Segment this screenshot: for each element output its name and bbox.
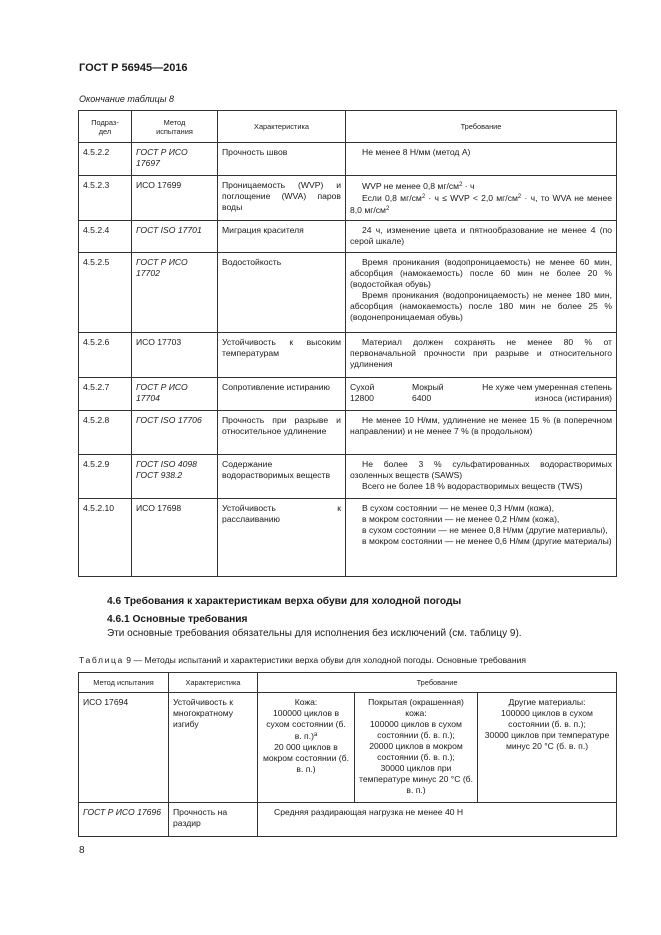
table9-caption: Таблица 9 — Методы испытаний и характеристики верха обуви для холодной погоды. Основные требования [79,655,527,665]
cell-section: 4.5.2.10 [79,499,132,577]
cell-method: ГОСТ ISO 17701 [132,221,218,253]
cell-characteristic: Прочность швов [218,143,346,176]
cell-requirement-other: Другие материалы: 100000 циклов в сухом состоянии (б. в. п.); 30000 циклов при температуре минус 20 °С (б. в. п.) [478,693,617,803]
table-9 [78,672,617,837]
table-header-row [79,111,617,143]
section-4-6-1-text: Эти основные требования обязательны для исполнения без исключений (см. таблицу 9). [107,628,522,639]
cell-requirement: Сухой 12800 Мокрый 6400 Не хуже чем умеренная степень износа (истирания) [346,378,617,411]
table-row [79,378,617,411]
cell-method: ГОСТ Р ИСО 17702 [132,253,218,333]
cell-characteristic: Миграция красителя [218,221,346,253]
cell-method: ИСО 17698 [132,499,218,577]
cell-method: ГОСТ Р ИСО 17704 [132,378,218,411]
table-row [79,333,617,378]
cell-method: ИСО 17703 [132,333,218,378]
table8-caption: Окончание таблицы 8 [79,94,174,104]
table-row [79,143,617,176]
cell-characteristic: Прочность на раздир [169,803,258,837]
cell-characteristic: Содержание водорастворимых веществ [218,455,346,499]
table-header-row [79,673,617,693]
header-characteristic: Характеристика [169,673,258,693]
cell-requirement-coated: Покрытая (окрашенная) кожа: 100000 циклов в сухом состоянии (б. в. п.); 20000 циклов в мокром состоянии (б. в. п.); 30000 циклов при температуре минус 20 °С (б. в. п.) [355,693,478,803]
header-method: Метод испытания [132,111,218,143]
cell-requirement: В сухом состоянии — не менее 0,3 Н/мм (кожа), в мокром состоянии — не менее 0,2 Н/мм (кожа), в сухом состоянии — не менее 0,8 Н/мм (другие материалы), в мокром состоянии — не менее 0,6 Н/мм (другие материалы) [346,499,617,577]
cell-section: 4.5.2.8 [79,411,132,455]
header-characteristic: Характеристика [218,111,346,143]
header-section: Подраз- дел [79,111,132,143]
table-row [79,176,617,221]
cell-requirement: Время проникания (водопроницаемость) не менее 60 мин, абсорбция (намокаемость) после 60 мин не более 20 % (водостойкая обувь) Время проникания (водопроницаемость) не менее 180 мин, абсорбция (намокаемость) после 180 мин не более 25 % (водонепроницаемая обувь) [346,253,617,333]
table-row [79,455,617,499]
table-row [79,499,617,577]
cell-section: 4.5.2.7 [79,378,132,411]
cell-requirement: WVP не менее 0,8 $мг/см^2 \cdot ч$ Если 0,8 $мг/см^2 \cdot ч$ ≤ WVP < 2,0 $мг/см^2 \cdot ч$, то WVA не менее 8,0 $мг/см^2$ [346,176,617,221]
cell-method: ГОСТ Р ИСО 17697 [132,143,218,176]
header-method: Метод испытания [79,673,169,693]
cell-section: 4.5.2.5 [79,253,132,333]
cell-requirement: 24 ч, изменение цвета и пятнообразование не менее 4 (по серой шкале) [346,221,617,253]
cell-section: 4.5.2.2 [79,143,132,176]
header-requirement: Требование [346,111,617,143]
cell-method: ГОСТ ISO 4098 ГОСТ 938.2 [132,455,218,499]
cell-method: ИСО 17699 [132,176,218,221]
cell-method: ИСО 17694 [79,693,169,803]
cell-characteristic: Прочность при разрыве и относительное удлинение [218,411,346,455]
document-code: ГОСТ Р 56945—2016 [79,62,188,74]
cell-section: 4.5.2.3 [79,176,132,221]
cell-requirement: Не менее 8 Н/мм (метод А) [346,143,617,176]
table-row [79,221,617,253]
cell-method: ГОСТ ISO 17706 [132,411,218,455]
cell-characteristic: Сопротивление истиранию [218,378,346,411]
cell-section: 4.5.2.9 [79,455,132,499]
cell-characteristic: Устойчивость к высоким температурам [218,333,346,378]
cell-characteristic: Устойчивость к многократному изгибу [169,693,258,803]
table-row [79,803,617,837]
cell-section: 4.5.2.6 [79,333,132,378]
cell-requirement-leather: Кожа: 100000 циклов в сухом состоянии (б. в. п.)$^a$ 20 000 циклов в мокром состоянии (б. в. п.) [258,693,355,803]
cell-characteristic: Проницаемость (WVP) и поглощение (WVA) паров воды [218,176,346,221]
cell-requirement: Не менее 10 Н/мм, удлинение не менее 15 % (в поперечном направлении) и не менее 7 % (в продольном) [346,411,617,455]
cell-requirement: Не более 3 % сульфатированных водорастворимых озоленных веществ (SAWS) Всего не более 18 % водорастворимых веществ (TWS) [346,455,617,499]
table-row [79,411,617,455]
cell-characteristic: Водостойкость [218,253,346,333]
cell-method: ГОСТ Р ИСО 17696 [79,803,169,837]
cell-characteristic: Устойчивость к расслаиванию [218,499,346,577]
table-row [79,253,617,333]
cell-section: 4.5.2.4 [79,221,132,253]
cell-requirement: Средняя раздирающая нагрузка не менее 40 Н [258,803,617,837]
table-8 [78,110,617,577]
header-requirement: Требование [258,673,617,693]
cell-requirement: Материал должен сохранять не менее 80 % от первоначальной прочности при разрыве и относительного удлинения [346,333,617,378]
section-4-6-title: 4.6 Требования к характеристикам верха обуви для холодной погоды [107,596,462,607]
section-4-6-1-title: 4.6.1 Основные требования [107,614,248,625]
table-row [79,693,617,803]
page-number: 8 [79,845,85,856]
